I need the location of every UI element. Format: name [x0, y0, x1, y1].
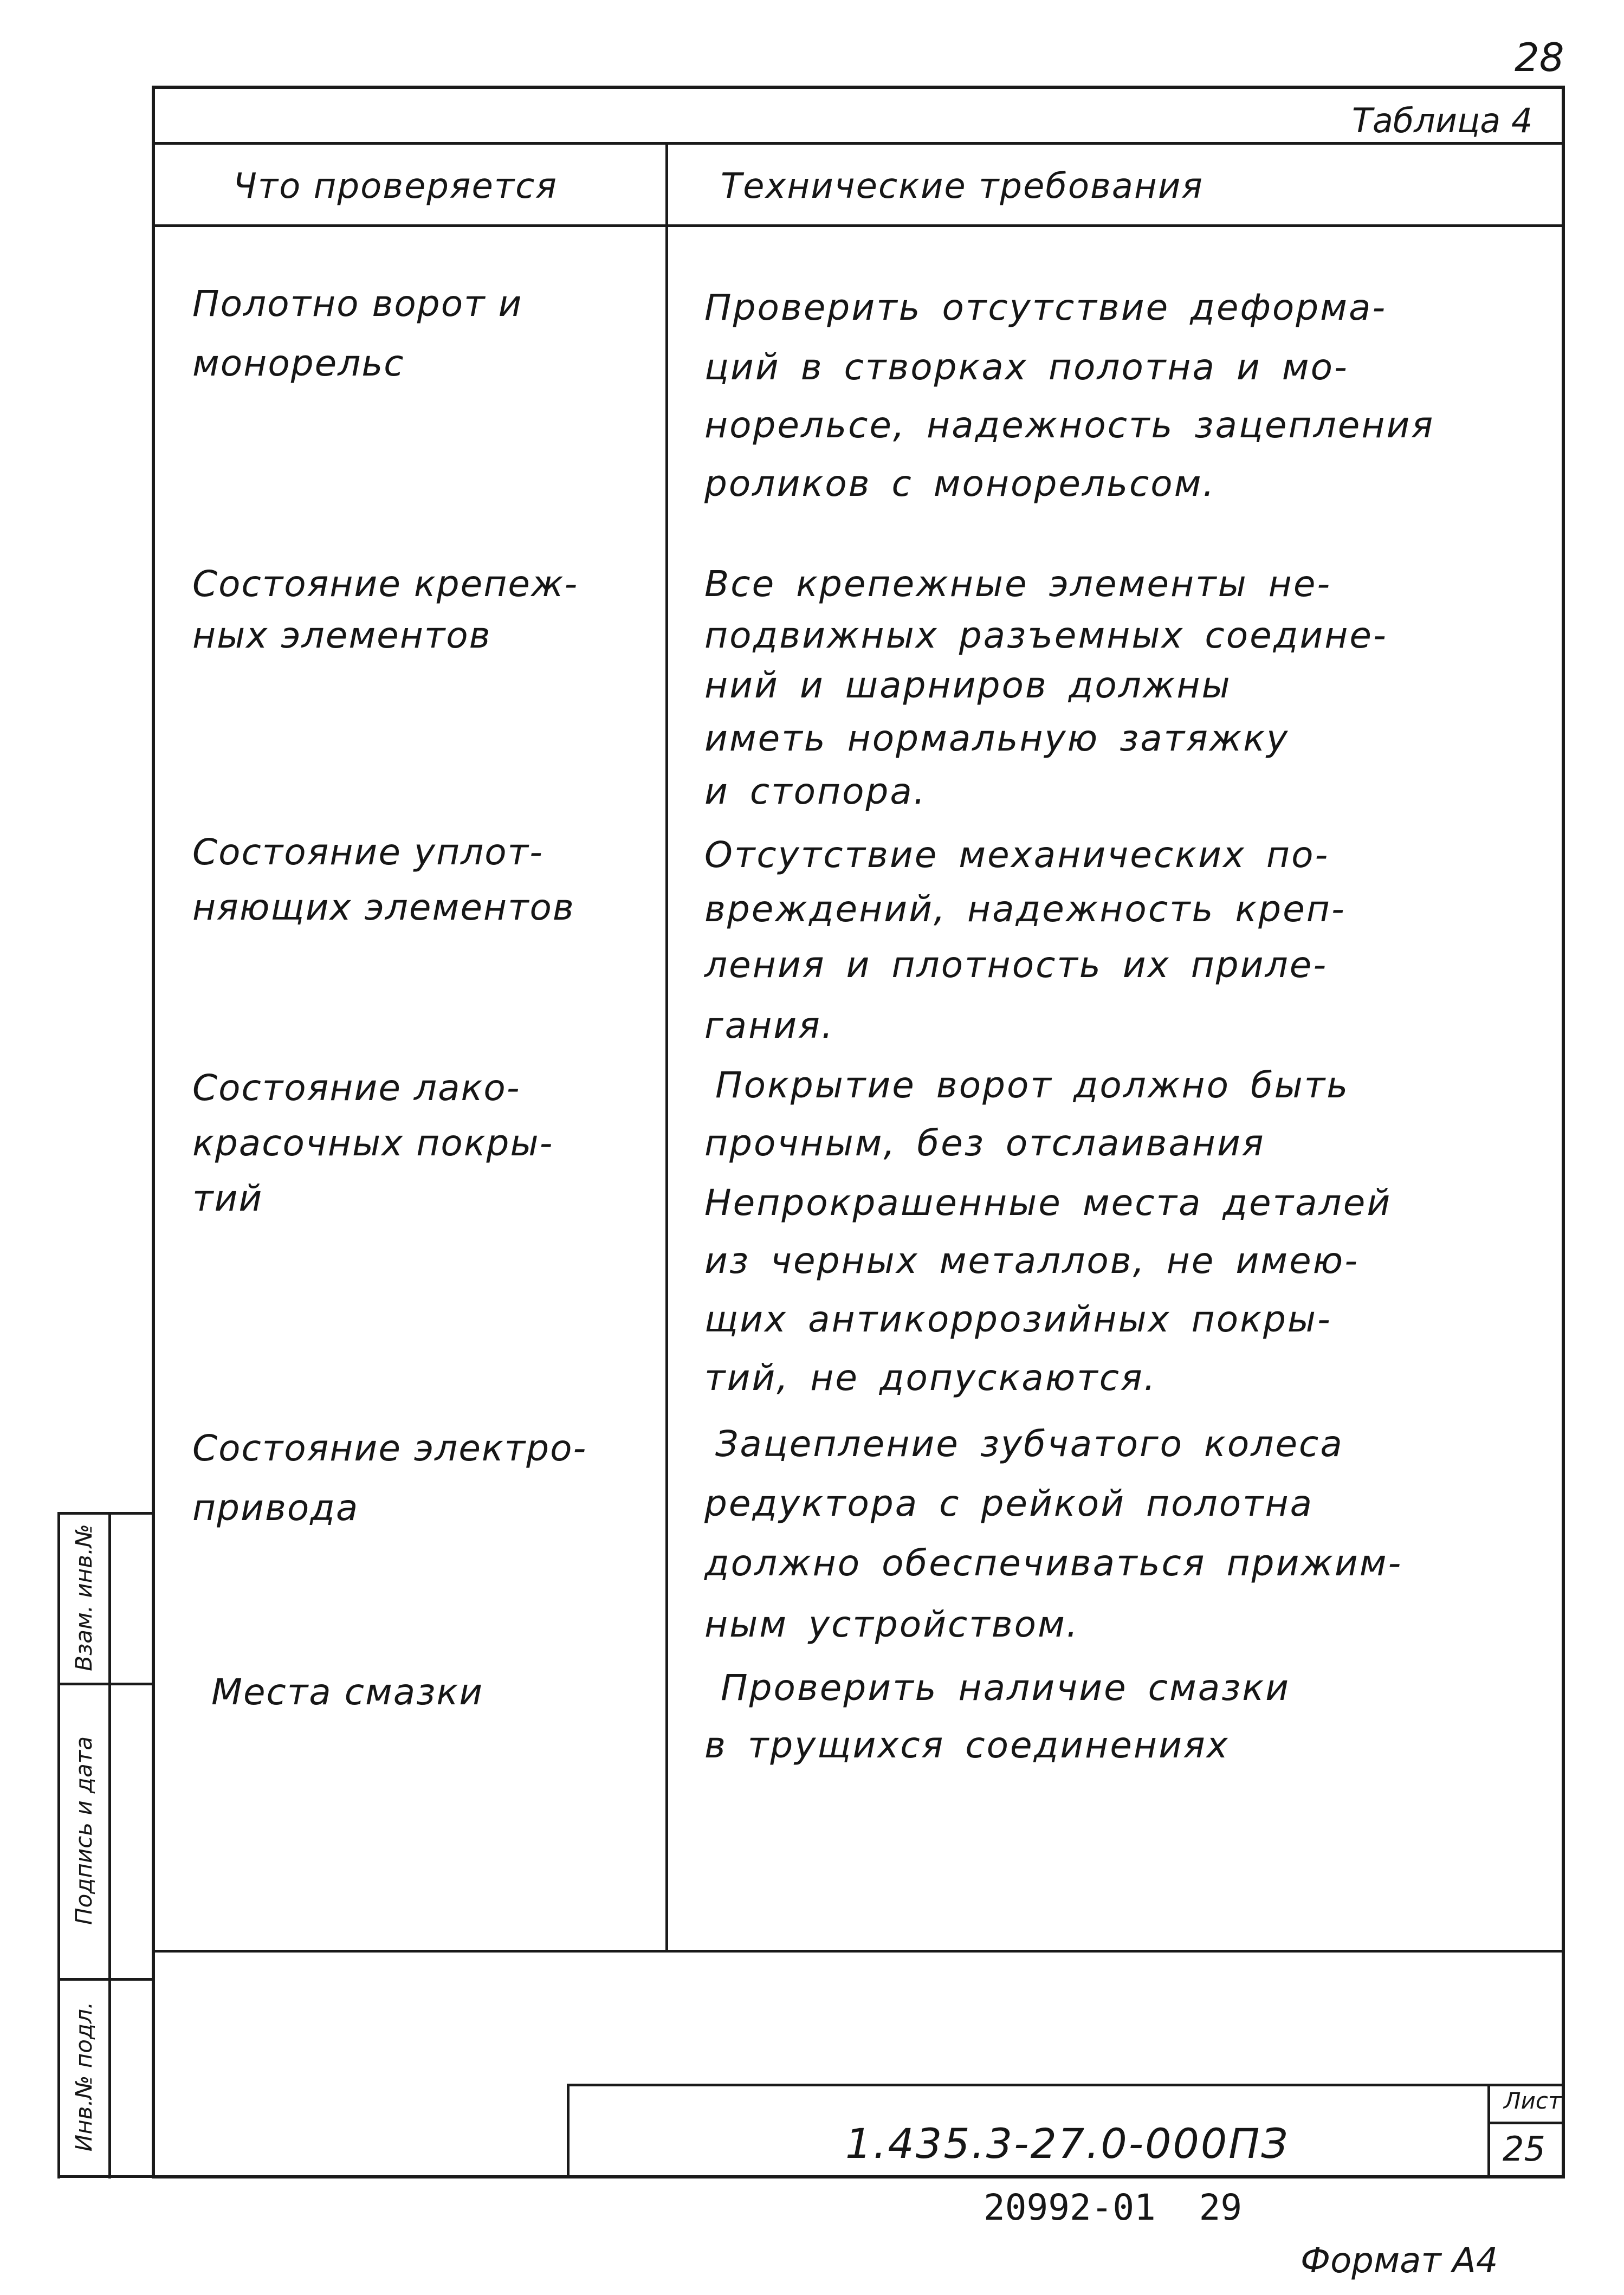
- requirement-line: тий, не допускаются.: [704, 1357, 1157, 1399]
- requirement-line: прочным, без отслаивания: [704, 1122, 1265, 1164]
- sheet-cell-divider: [1487, 2122, 1563, 2124]
- requirement-line: из черных металлов, не имею-: [704, 1240, 1360, 1282]
- requirement-line: в трущихся соединениях: [704, 1724, 1230, 1766]
- requirement-line: и стопора.: [704, 771, 927, 812]
- requirement-line: Отсутствие механических по-: [704, 834, 1330, 876]
- item-line: Состояние электро-: [192, 1427, 587, 1469]
- requirement-line: Покрытие ворот должно быть: [715, 1064, 1350, 1106]
- item-line: красочных покры-: [192, 1122, 554, 1164]
- requirement-line: гания.: [704, 1005, 834, 1046]
- requirement-line: подвижных разъемных соедине-: [704, 615, 1388, 656]
- column-header-what: Что проверяется: [233, 166, 558, 206]
- item-line: Места смазки: [211, 1671, 484, 1713]
- requirement-line: Непрокрашенные места деталей: [704, 1182, 1392, 1224]
- format-label: Формат А4: [1301, 2241, 1498, 2281]
- side-stamp-divider-1: [57, 1683, 153, 1685]
- requirement-line: роликов с монорельсом.: [704, 463, 1216, 505]
- frame-bottom: [153, 2175, 1565, 2178]
- requirement-line: должно обеспечиваться прижим-: [704, 1542, 1403, 1584]
- requirement-line: редуктора с рейкой полотна: [704, 1483, 1314, 1524]
- sheet-number: 25: [1503, 2129, 1545, 2169]
- table-top-line: [153, 142, 1565, 145]
- item-line: няющих элементов: [192, 887, 575, 928]
- archive-number: 20992-01 29: [984, 2187, 1243, 2228]
- side-stamp-bottom-line: [57, 2175, 153, 2178]
- title-block-top-line: [568, 2084, 1565, 2086]
- stamp-inventory-number: Инв.№ подл.: [70, 2001, 97, 2152]
- side-stamp-divider-2: [57, 1978, 153, 1981]
- requirement-line: ным устройством.: [704, 1604, 1079, 1645]
- column-header-requirements: Технические требования: [721, 166, 1204, 206]
- requirement-line: Проверить отсутствие деформа-: [704, 287, 1387, 328]
- sheet-label: Лист: [1504, 2087, 1562, 2114]
- title-block-left-line: [567, 2084, 570, 2178]
- item-line: монорельс: [192, 342, 405, 384]
- page-number: 28: [1515, 35, 1564, 80]
- requirement-line: ций в створках полотна и мо-: [704, 346, 1349, 388]
- requirement-line: Зацепление зубчатого колеса: [715, 1423, 1344, 1465]
- item-line: Полотно ворот и: [192, 283, 523, 325]
- side-stamp-right-line: [108, 1512, 111, 2178]
- frame-right: [1562, 86, 1565, 2178]
- frame-top: [153, 86, 1565, 89]
- requirement-line: щих антикоррозийных покры-: [704, 1298, 1332, 1340]
- requirement-line: норельсе, надежность зацепления: [704, 404, 1435, 446]
- table-label: Таблица 4: [1352, 101, 1533, 140]
- column-divider: [665, 142, 668, 1952]
- requirement-line: вреждений, надежность креп-: [704, 888, 1346, 930]
- frame-left: [152, 86, 155, 2178]
- table-bottom-line: [153, 1950, 1565, 1953]
- requirement-line: иметь нормальную затяжку: [704, 717, 1290, 759]
- side-stamp-left-line: [57, 1512, 60, 2178]
- header-bottom-line: [153, 224, 1565, 227]
- requirement-line: Проверить наличие смазки: [721, 1667, 1291, 1709]
- item-line: ных элементов: [192, 615, 491, 656]
- item-line: привода: [192, 1487, 359, 1529]
- requirement-line: Все крепежные элементы не-: [704, 563, 1332, 605]
- item-line: Состояние лако-: [192, 1067, 521, 1109]
- item-line: Состояние уплот-: [192, 831, 544, 873]
- item-line: Состояние крепеж-: [192, 563, 579, 605]
- item-line: тий: [192, 1178, 263, 1219]
- document-code: 1.435.3-27.0-000ПЗ: [845, 2119, 1290, 2168]
- stamp-replaces-inventory: Взам. инв.№: [70, 1524, 97, 1671]
- requirement-line: ний и шарниров должны: [704, 664, 1232, 706]
- sheet-cell-left-line: [1487, 2084, 1490, 2178]
- side-stamp-top-line: [57, 1512, 153, 1515]
- stamp-signature-date: Подпись и дата: [70, 1736, 97, 1925]
- requirement-line: ления и плотность их приле-: [704, 944, 1328, 986]
